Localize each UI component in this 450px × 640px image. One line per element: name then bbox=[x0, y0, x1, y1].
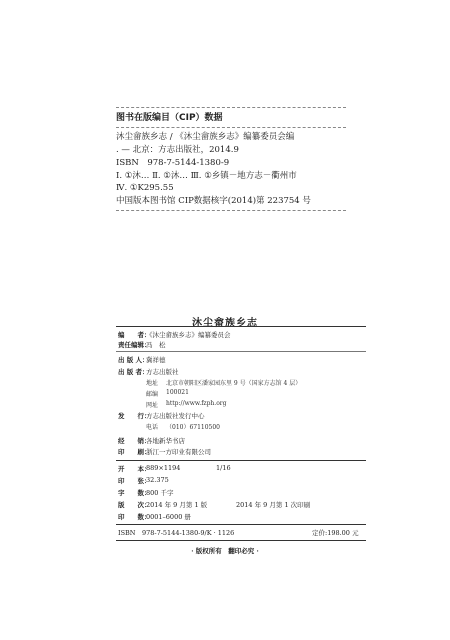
distributor-value: 方志出版社发行中心 bbox=[146, 412, 205, 420]
seller-label: 经 销： bbox=[118, 437, 151, 445]
distributor-label: 发 行： bbox=[118, 412, 151, 420]
postcode-label: 邮编 bbox=[146, 391, 159, 398]
cip-title-divider bbox=[116, 127, 346, 128]
colophon-bottom-rule bbox=[116, 540, 366, 541]
chief-editor-value: 冯 松 bbox=[146, 341, 166, 349]
seller-value: 各地新华书店 bbox=[146, 437, 185, 445]
phone-label: 电话 bbox=[146, 424, 159, 431]
copies-label: 印 数： bbox=[118, 513, 151, 521]
cip-line-6: 中国版本图书馆 CIP数据核字(2014)第 223754 号 bbox=[116, 196, 311, 206]
publisher-person-value: 冀祥德 bbox=[146, 356, 166, 364]
website-value: http://www.fzph.org bbox=[166, 400, 227, 407]
copyright-notice: · 版权所有 翻印必究 · bbox=[191, 547, 259, 555]
publisher-value: 方志出版社 bbox=[146, 368, 179, 376]
colophon-rule-4 bbox=[116, 524, 366, 525]
cip-line-4: Ⅰ. ①沐… Ⅱ. ①沐… Ⅲ. ①乡镇－地方志－衢州市 bbox=[116, 171, 297, 181]
publisher-person-label: 出 版 人： bbox=[118, 356, 149, 364]
cip-line-2: . — 北京：方志出版社，2014.9 bbox=[116, 145, 239, 155]
website-label: 网址 bbox=[146, 402, 159, 409]
chief-editor-label: 责任编辑： bbox=[118, 341, 151, 349]
edition-label: 版 次： bbox=[118, 501, 151, 509]
publisher-label: 出 版 者： bbox=[118, 368, 149, 376]
address-value: 北京市朝阳区潘家园东里 9 号（国家方志馆 4 层） bbox=[166, 380, 302, 387]
words-value: 800 千字 bbox=[146, 489, 174, 497]
printer-label: 印 刷： bbox=[118, 448, 151, 456]
postcode-value: 100021 bbox=[166, 389, 189, 396]
edition-value: 2014 年 9 月第 1 版 bbox=[146, 501, 208, 509]
colophon-rule-2 bbox=[116, 351, 366, 352]
editor-label: 编 者： bbox=[118, 331, 151, 339]
colophon-rule-3 bbox=[116, 460, 366, 461]
cip-line-1: 沐尘畲族乡志 / 《沐尘畲族乡志》编纂委员会编 bbox=[116, 132, 295, 142]
price: 定价:198.00 元 bbox=[312, 529, 359, 537]
sheets-label: 印 张： bbox=[118, 477, 151, 485]
format-fold: 1/16 bbox=[216, 464, 231, 472]
impression-value: 2014 年 9 月第 1 次印刷 bbox=[236, 501, 311, 509]
format-value: 889×1194 bbox=[146, 464, 181, 472]
cip-title: 图书在版编目（CIP）数据 bbox=[116, 113, 223, 123]
book-title: 沐尘畲族乡志 bbox=[192, 318, 258, 329]
sheets-value: 32.375 bbox=[146, 476, 169, 484]
cip-bottom-divider bbox=[116, 210, 346, 211]
cip-top-divider bbox=[116, 107, 346, 108]
cip-isbn: ISBN 978-7-5144-1380-9 bbox=[116, 158, 230, 168]
words-label: 字 数： bbox=[118, 489, 151, 497]
address-label: 地址 bbox=[146, 380, 159, 387]
copies-value: 0001–6000 册 bbox=[146, 513, 191, 521]
isbn-line: ISBN 978-7-5144-1380-9/K · 1126 bbox=[118, 529, 235, 537]
printer-value: 浙江一方印业有限公司 bbox=[146, 448, 211, 456]
phone-value: （010）67110500 bbox=[166, 424, 220, 431]
format-label: 开 本： bbox=[118, 465, 151, 473]
colophon-top-rule bbox=[116, 326, 366, 327]
editor-value: 《沐尘畲族乡志》编纂委员会 bbox=[146, 331, 231, 339]
cip-line-5: Ⅳ. ①K295.55 bbox=[116, 183, 174, 193]
